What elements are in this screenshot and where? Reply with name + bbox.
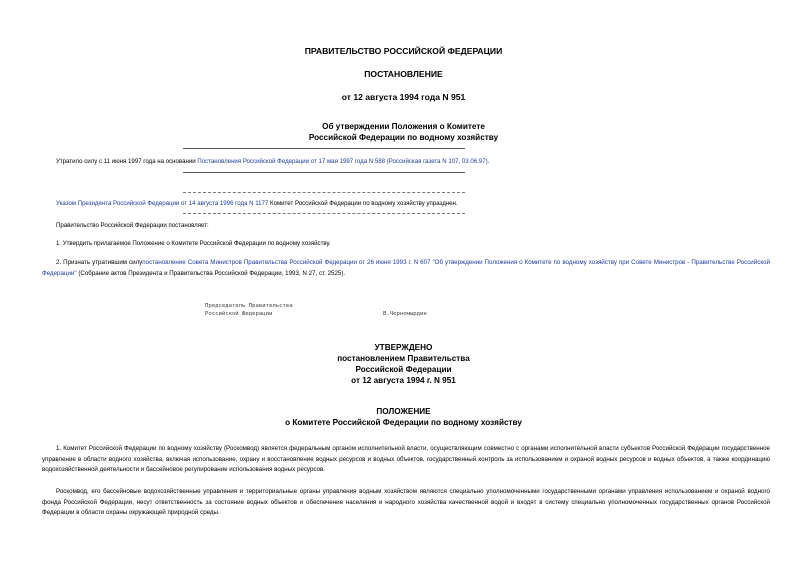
- document-title-line-1: Об утверждении Положения о Комитете: [322, 122, 485, 131]
- item-2-suffix: (Собрание актов Президента и Правительства Российской Федерации, 1993, N 27, ст. 2525).: [76, 269, 346, 277]
- approved-line-1: постановлением Правительства: [337, 354, 470, 363]
- decree-suffix: Комитет Российской Федерации по водному хозяйству упразднен.: [268, 200, 458, 207]
- signature-position-line-2: Российской Федерации: [205, 311, 273, 317]
- divider: [183, 172, 465, 173]
- government-heading: ПРАВИТЕЛЬСТВО РОССИЙСКОЙ ФЕДЕРАЦИИ: [304, 46, 503, 56]
- item-1: 1. Утвердить прилагаемое Положение о Комитете Российской Федерации по водному хозяйству.: [56, 240, 331, 247]
- document-date-number: от 12 августа 1994 года N 951: [341, 92, 466, 102]
- decree-note: [56, 200, 458, 208]
- document-type: ПОСТАНОВЛЕНИЕ: [364, 69, 443, 79]
- regulation-paragraph-2: Роскомвод, его бассейновые водохозяйственные управления и территориальные органы управления водным хозяйством являются специально уполномоченными государственными органами управления использованием и охраной водного фонда Российской Федерации, несут ответственность за состояние водных объектов и обеспечение населения и народного хозяйства качественной водой и входят в систему специально уполномоченных государственных органов Российской Федерации в области охраны окружающей природной среды.: [42, 488, 770, 517]
- document-title-line-2: Российской Федерации по водному хозяйству: [308, 133, 499, 142]
- regulation-paragraph-1: 1. Комитет Российской Федерации по водному хозяйству (Роскомвод) является федеральным органом исполнительной власти, осуществляющим совместно с органами исполнительной власти субъектов Российской Федерации государственное управление в области водного хозяйства, включая использование, охрану и восстановление водных ресурсов и водных объектов, государственный контроль за использованием и охраной водных ресурсов и водных объектов, а также координацию водохозяйственной деятельности и бассейновое регулирование использования водных ресурсов.: [42, 445, 770, 474]
- approved-line-3: от 12 августа 1994 г. N 951: [351, 376, 456, 385]
- lost-force-link[interactable]: Постановления Российской Федерации от 17 мая 1997 года N 588 (Российская газета N 107, 03.06.97): [197, 158, 488, 165]
- lost-force-prefix: Утратило силу с 11 июня 1997 года на основании: [56, 158, 198, 165]
- regulation-heading: ПОЛОЖЕНИЕ: [376, 407, 431, 416]
- divider: [183, 148, 465, 149]
- lost-force-suffix: .: [487, 158, 490, 165]
- dashed-divider: [183, 213, 465, 214]
- approved-line-2: Российской Федерации: [355, 365, 452, 374]
- approved-heading: УТВЕРЖДЕНО: [374, 343, 433, 352]
- dashed-divider: [183, 192, 465, 193]
- item-2: [42, 258, 770, 279]
- regulation-subtitle: о Комитете Российской Федерации по водному хозяйству: [285, 418, 522, 427]
- item-2-prefix: 2. Признать утратившим силу: [56, 259, 143, 266]
- signature-position-line-1: Председатель Правительства: [205, 303, 293, 309]
- decree-link[interactable]: Указом Президента Российской Федерации от 14 августа 1996 года N 1177: [56, 200, 269, 207]
- intro-text: Правительство Российской Федерации постановляет:: [56, 222, 209, 229]
- signature-name: В.Черномырдин: [383, 311, 427, 317]
- item-2-link[interactable]: постановление Совета Министров Правительства Российской Федерации от 26 июня 1993 г. N 607 "Об утверждении Положения о Комитете по водному хозяйству при Совете Министров - Правительстве Российской Федерации": [42, 259, 770, 277]
- lost-force-note: [56, 158, 489, 166]
